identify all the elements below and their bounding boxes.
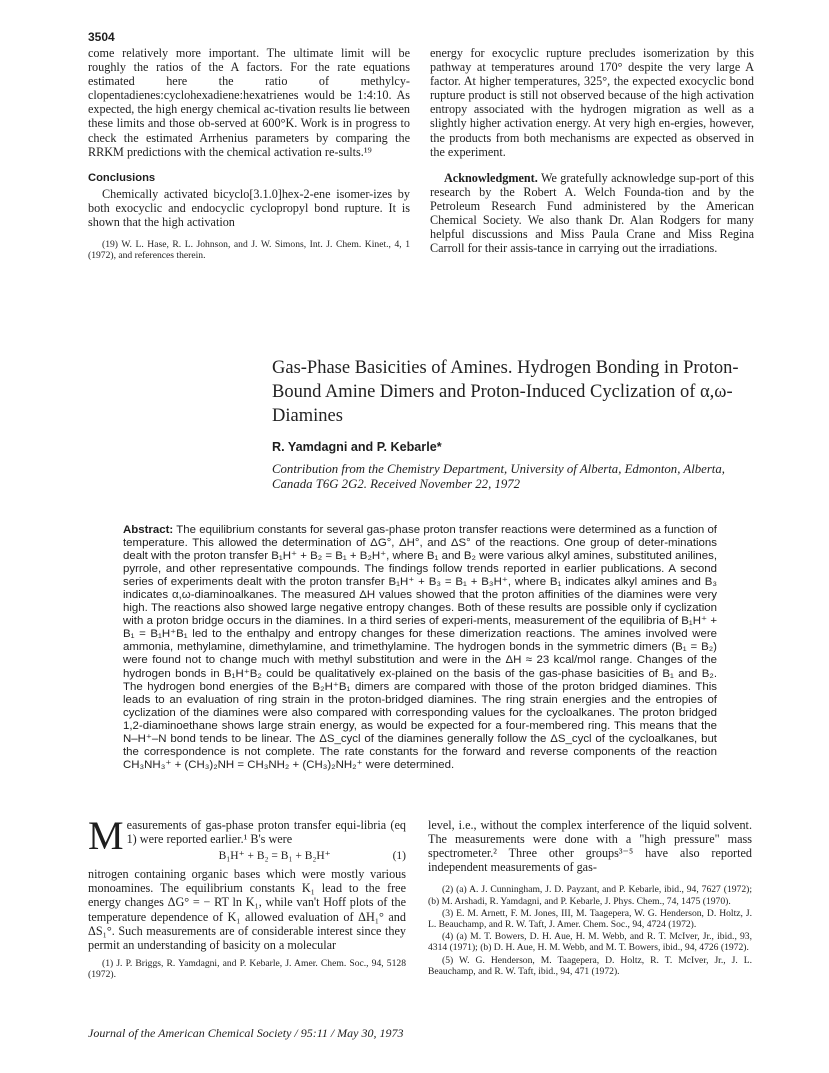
footnote-3: (3) E. M. Arnett, F. M. Jones, III, M. Taagepera, W. G. Henderson, D. Holtz, J. L. Beauchamp, and R. W. Taft, J. Amer. Chem. Soc., 94, 4724 (1972). [428,907,752,930]
intro-text: easurements of gas-phase proton transfer equi-libria (eq 1) were reported earlier.¹ B's were [126,818,406,847]
top-left-column [88,46,410,262]
equation-number: (1) [392,850,406,863]
footnotes-right [428,884,752,977]
equation-text: B₁H⁺ + B₂ = B₁ + B₂H⁺ [218,850,331,863]
drop-cap: M [88,813,124,858]
acknowledgment-label: Acknowledgment. [444,170,538,185]
continued-paragraph-right: energy for exocyclic rupture precludes isomerization by this pathway at temperatures around 170° despite the very large A factor. At higher temperatures, 325°, the expected exocyclic bond rupture product is still not observed because of the high activation entropy associated with the hydrogen migration as well as a slightly higher activation energy. At very high en-ergies, however, the products from both mechanisms are expected as observed in the experiment. [430,46,754,159]
body-left-column [88,813,406,981]
footnote-2: (2) (a) A. J. Cunningham, J. D. Payzant, and P. Kebarle, ibid., 94, 7627 (1972); (b) M. Arshadi, R. Yamdagni, and P. Kebarle, J. Phys. Chem., 74, 1475 (1970). [428,884,752,907]
footnote-5: (5) W. G. Henderson, M. Taagepera, D. Holtz, R. T. McIver, Jr., J. L. Beauchamp, and R. W. Taft, ibid., 94, 471 (1972). [428,954,752,977]
body-right-column [428,818,752,978]
abstract-text: The equilibrium constants for several gas-phase proton transfer reactions were determined as a function of temperature. This allowed the determination of ΔG°, ΔH°, and ΔS° of the reactions. One group of deter-minations dealt with the proton transfer B₁H⁺ + B₂ = B₁ + B₂H⁺, where B₁ and B₂ were various alkyl amines, substituted anilines, pyrrole, and other representative compounds. The findings follow trends reported in earlier publications. A second series of experiments dealt with the proton transfer B₁H⁺ + B₃ = B₁ + B₃H⁺, where B₁ indicates alkyl amines and B₃ indicates α,ω-diaminoalkanes. The measured ΔH values showed that the proton affinities of the diamines were very high. The reactions also showed large negative entropy changes. Both of these results are possible only if cyclization with a proton bridge occurs in the diamines. In a third series of experi-ments, measurement of the equilibria of B₁H⁺ + B₁ = B₁H⁺B₁ led to the enthalpy and entropy changes for these dimerization reactions. The amines involved were ammonia, methylamine, dimethylamine, and trimethylamine. The hydrogen bonds in the symmetric dimers (B₁ = B₂) were found not to change much with methyl substitution and were in the ΔH ≈ 23 kcal/mol range. Changes of the hydrogen bonds in B₁H⁺B₂ could be qualitatively ex-plained on the basis of the gas-phase basicities of B₁ and B₂. The hydrogen bond energies of the B₂H⁺B₁ dimers are compared with those of the proton bridged diamines. This leads to an evaluation of ring strain in the proton-bridged diamines. The ring strain energies and the entropies of cyclization of the diamines were also compared with corresponding values for the cycloalkanes. The proton bridged 1,2-diaminoethane shows large strain energy, as would be expected for a four-membered ring. This means that the N–H⁺–N bond tends to be linear. The ΔS_cycl of the diamines generally follow the ΔS_cycl of the cycloalkanes, but the correspondence is not complete. The rate constants for the forward and reverse components of the reaction CH₃NH₃⁺ + (CH₃)₂NH = CH₃NH₂ + (CH₃)₂NH₂⁺ were determined. [123,524,717,771]
continued-paragraph: come relatively more important. The ultimate limit will be roughly the ratios of the A factors. For the rate equations estimated here the ratio of methylcy-clopentadienes:cyclohexadiene:hexatrienes would be 1:4:10. As expected, the high energy chemical ac-tivation results lie between these limits and those ob-served at 600°K. Work is in progress to check the estimated Arrhenius parameters by comparing the RRKM predictions with the chemical activation re-sults.¹⁹ [88,46,410,159]
abstract [123,524,717,772]
article-affiliation: Contribution from the Chemistry Department, University of Alberta, Edmonton, Alberta, Canada T6G 2G2. Received November 22, 1972 [272,462,725,491]
top-right-column [430,46,754,255]
footnote-19: (19) W. L. Hase, R. L. Johnson, and J. W. Simons, Int. J. Chem. Kinet., 4, 1 (1972), and references therein. [88,239,410,262]
conclusions-heading: Conclusions [88,171,156,184]
equation-1 [127,846,406,867]
acknowledgment [430,171,754,256]
abstract-label: Abstract: [123,524,174,536]
article-authors: R. Yamdagni and P. Kebarle* [272,440,442,454]
footnote-1: (1) J. P. Briggs, R. Yamdagni, and P. Kebarle, J. Amer. Chem. Soc., 94, 5128 (1972). [88,957,406,981]
journal-footer: Journal of the American Chemical Society / 95:11 / May 30, 1973 [88,1026,404,1040]
acknowledgment-text: We gratefully acknowledge sup-port of this research by the Robert A. Welch Founda-tion and by the Petroleum Research Fund administered by the American Chemical Society. We also thank Dr. Alan Rodgers for many helpful discussions and Miss Paula Crane and Miss Regina Carroll for their assis-tance in carrying out the irradiations. [430,170,754,256]
page-number: 3504 [88,30,115,44]
article-title: Gas-Phase Basicities of Amines. Hydrogen Bonding in Proton-Bound Amine Dimers and Proton-Induced Cyclization of α,ω-Diamines [272,358,739,426]
conclusions-text: Chemically activated bicyclo[3.1.0]hex-2-ene isomer-izes by both exocyclic and endocyclic cyclopropyl bond rupture. It is shown that the high activation [88,186,410,230]
footnote-4: (4) (a) M. T. Bowers, D. H. Aue, H. M. Webb, and R. T. McIver, Jr., ibid., 93, 4314 (1971); (b) D. H. Aue, H. M. Webb, and M. T. Bowers, ibid., 94, 4726 (1972). [428,931,752,954]
body-paragraph-left: nitrogen containing organic bases which were mostly various monoamines. The equilibrium constants K₁ lead to the free energy changes ΔG° = − RT ln K₁, while van't Hoff plots of the temperature dependence of K₁ allowed evaluation of ΔH₁° and ΔS₁°. Such measurements are of considerable interest since they permit an understanding of basicity on a molecular [88,867,406,952]
body-paragraph-right: level, i.e., without the complex interference of the liquid solvent. The measurements were done with a "high pressure" mass spectrometer.² Three other groups³⁻⁵ have also reported independent measurements of gas- [428,818,752,875]
